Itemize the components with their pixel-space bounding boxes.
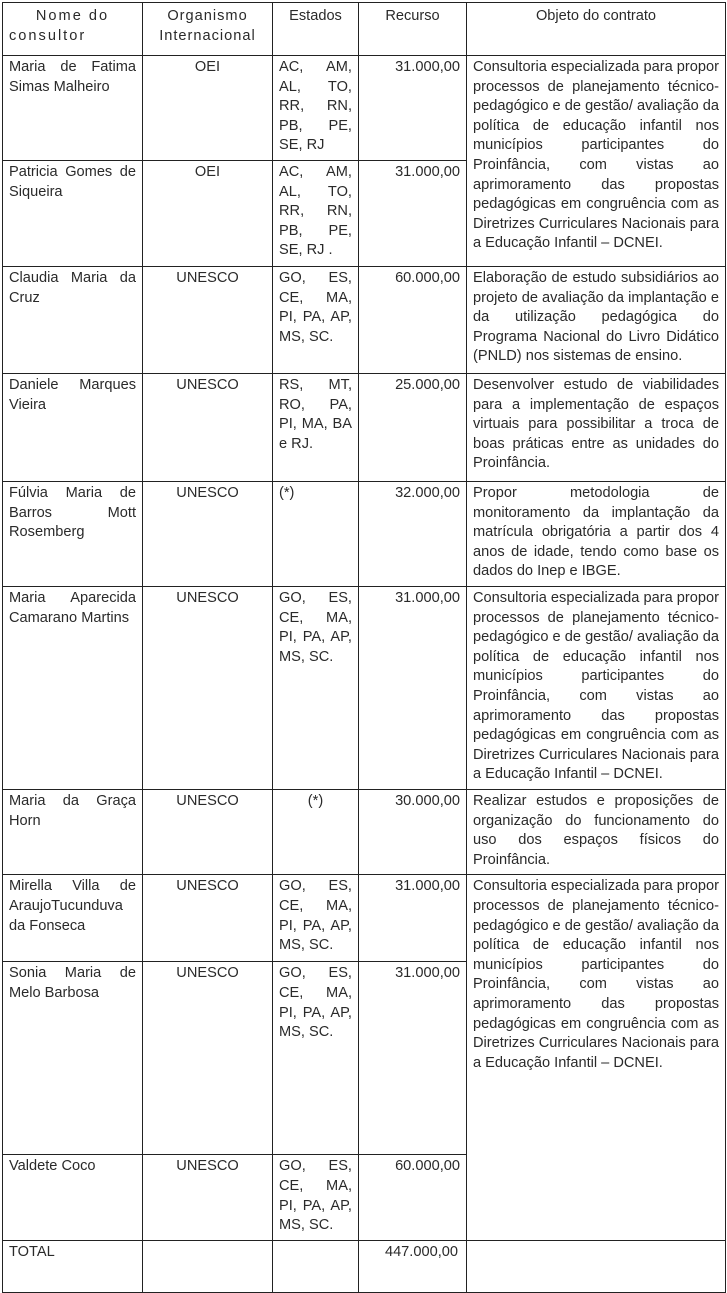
objeto-contrato: Elaboração de estudo subsidiários ao projeto de avaliação da implantação e da utilização pedagógica do Programa Nacional do Livro Didático (PNLD) nos sistemas de ensino. (467, 267, 726, 374)
consultor-name: Claudia Maria da Cruz (3, 267, 143, 374)
table-row (3, 374, 726, 482)
recurso: 31.000,00 (359, 161, 467, 267)
header-consultor: Nome do consultor (3, 3, 143, 56)
table-row (3, 790, 726, 875)
estados: (*) (273, 790, 359, 875)
table-row (3, 482, 726, 587)
objeto-contrato: Desenvolver estudo de viabilidades para a implementação de espaços virtuais para possibilitar a troca de boas práticas entre as unidades do Proinfância. (467, 374, 726, 482)
recurso: 32.000,00 (359, 482, 467, 587)
recurso: 30.000,00 (359, 790, 467, 875)
consultor-name: Sonia Maria de Melo Barbosa (3, 962, 143, 1155)
contracts-table (2, 2, 726, 1293)
consultor-name: Patricia Gomes de Siqueira (3, 161, 143, 267)
objeto-contrato: Consultoria especializada para propor processos de planejamento técnico-pedagógico e de gestão/ avaliação da política de educação infantil nos municípios participantes do Proinfância, com vistas ao aprimoramento das propostas pedagógicas em congruência com as Diretrizes Curriculares Nacionais para a Educação Infantil – DCNEI. (467, 56, 726, 267)
estados: AC, AM, AL, TO, RR, RN, PB, PE, SE, RJ . (273, 161, 359, 267)
estados: RS, MT, RO, PA, PI, MA, BA e RJ. (273, 374, 359, 482)
total-empty-objeto (467, 1241, 726, 1293)
total-empty-organismo (143, 1241, 273, 1293)
consultor-name: Valdete Coco (3, 1155, 143, 1241)
header-recurso: Recurso (359, 3, 467, 56)
organismo: UNESCO (143, 267, 273, 374)
recurso: 60.000,00 (359, 1155, 467, 1241)
header-row (3, 3, 726, 56)
recurso: 60.000,00 (359, 267, 467, 374)
header-organismo: Organismo Internacional (143, 3, 273, 56)
objeto-contrato: Propor metodologia de monitoramento da implantação da matrícula obrigatória a partir dos 4 anos de idade, tendo como base os dados do Inep e IBGE. (467, 482, 726, 587)
consultor-name: Maria Aparecida Camarano Martins (3, 587, 143, 790)
recurso: 31.000,00 (359, 875, 467, 962)
estados: GO, ES, CE, MA, PI, PA, AP, MS, SC. (273, 875, 359, 962)
organismo: UNESCO (143, 1155, 273, 1241)
organismo: OEI (143, 161, 273, 267)
objeto-contrato: Consultoria especializada para propor processos de planejamento técnico-pedagógico e de gestão/ avaliação da política de educação infantil nos municípios participantes do Proinfância, com vistas ao aprimoramento das propostas pedagógicas em congruência com as Diretrizes Curriculares Nacionais para a Educação Infantil – DCNEI. (467, 875, 726, 1241)
objeto-contrato: Realizar estudos e proposições de organização do funcionamento do uso dos espaços físicos do Proinfância. (467, 790, 726, 875)
total-label: TOTAL (3, 1241, 143, 1293)
total-row (3, 1241, 726, 1293)
table-row (3, 587, 726, 790)
organismo: UNESCO (143, 790, 273, 875)
table-row (3, 56, 726, 161)
consultor-name: Maria da Graça Horn (3, 790, 143, 875)
organismo: UNESCO (143, 374, 273, 482)
consultor-name: Mirella Villa de AraujoTucunduva da Fonseca (3, 875, 143, 962)
recurso: 31.000,00 (359, 56, 467, 161)
organismo: UNESCO (143, 587, 273, 790)
consultor-name: Daniele Marques Vieira (3, 374, 143, 482)
estados: GO, ES, CE, MA, PI, PA, AP, MS, SC. (273, 587, 359, 790)
organismo: OEI (143, 56, 273, 161)
total-empty-estados (273, 1241, 359, 1293)
total-amount: 447.000,00 (359, 1241, 467, 1293)
table-row (3, 875, 726, 962)
organismo: UNESCO (143, 482, 273, 587)
consultor-name: Fúlvia Maria de Barros Mott Rosemberg (3, 482, 143, 587)
organismo: UNESCO (143, 962, 273, 1155)
organismo: UNESCO (143, 875, 273, 962)
estados: GO, ES, CE, MA, PI, PA, AP, MS, SC. (273, 267, 359, 374)
recurso: 31.000,00 (359, 587, 467, 790)
estados: GO, ES, CE, MA, PI, PA, AP, MS, SC. (273, 1155, 359, 1241)
estados: AC, AM, AL, TO, RR, RN, PB, PE, SE, RJ (273, 56, 359, 161)
table-row (3, 267, 726, 374)
recurso: 25.000,00 (359, 374, 467, 482)
recurso: 31.000,00 (359, 962, 467, 1155)
header-objeto: Objeto do contrato (467, 3, 726, 56)
objeto-contrato: Consultoria especializada para propor processos de planejamento técnico-pedagógico e de gestão/ avaliação da política de educação infantil nos municípios participantes do Proinfância, com vistas ao aprimoramento das propostas pedagógicas em congruência com as Diretrizes Curriculares Nacionais para a Educação Infantil – DCNEI. (467, 587, 726, 790)
header-estados: Estados (273, 3, 359, 56)
estados: GO, ES, CE, MA, PI, PA, AP, MS, SC. (273, 962, 359, 1155)
consultor-name: Maria de Fatima Simas Malheiro (3, 56, 143, 161)
estados: (*) (273, 482, 359, 587)
